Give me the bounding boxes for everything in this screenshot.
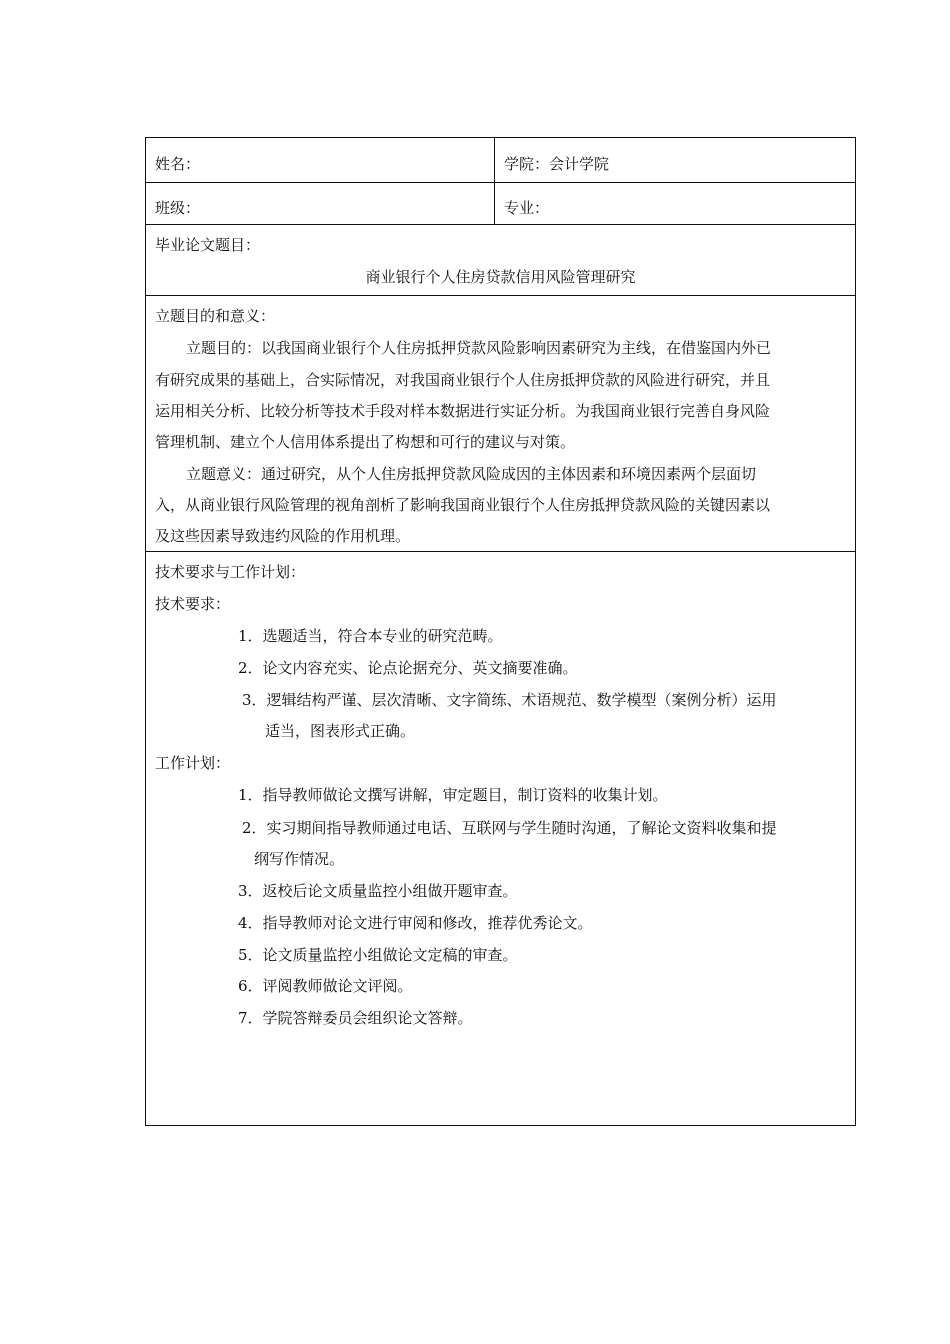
work-item: 1．指导教师做论文撰写讲解，审定题目，制订资料的收集计划。 — [238, 786, 668, 804]
thesis-title-label: 毕业论文题目： — [155, 236, 261, 254]
class-label: 班级： — [155, 199, 201, 217]
work-item: 6．评阅教师做论文评阅。 — [238, 977, 413, 995]
row-thesis-title — [146, 225, 855, 296]
work-item: 3．返校后论文质量监控小组做开题审查。 — [238, 882, 518, 900]
purpose-line: 有研究成果的基础上，合实际情况，对我国商业银行个人住房抵押贷款的风险进行研究，并且 — [155, 371, 771, 389]
tech-item-continuation: 适当，图表形式正确。 — [265, 722, 416, 740]
major-cell — [495, 183, 855, 224]
tech-item: 1．选题适当，符合本专业的研究范畴。 — [238, 627, 503, 645]
tech-item: 3．逻辑结构严谨、层次清晰、文字简练、术语规范、数学模型（案例分析）运用 — [242, 691, 777, 709]
work-item: 4．指导教师对论文进行审阅和修改，推荐优秀论文。 — [238, 914, 593, 932]
purpose-line: 运用相关分析、比较分析等技术手段对样本数据进行实证分析。为我国商业银行完善自身风险 — [155, 402, 771, 420]
row-class-major — [146, 183, 855, 225]
name-cell — [146, 138, 495, 182]
row-name-college — [146, 138, 855, 183]
work-item: 7．学院答辩委员会组织论文答辩。 — [238, 1009, 473, 1027]
row-tech-plan — [146, 552, 855, 1126]
row-purpose-significance — [146, 296, 855, 552]
thesis-title: 商业银行个人住房贷款信用风险管理研究 — [365, 268, 636, 286]
purpose-line: 立题目的：以我国商业银行个人住房抵押贷款风险影响因素研究为主线，在借鉴国内外已 — [186, 339, 772, 357]
name-label: 姓名： — [155, 155, 201, 173]
work-item: 2．实习期间指导教师通过电话、互联网与学生随时沟通，了解论文资料收集和提 — [242, 819, 777, 837]
work-heading: 工作计划： — [155, 754, 231, 772]
purpose-line: 管理机制、建立个人信用体系提出了构想和可行的建议与对策。 — [155, 433, 576, 451]
significance-line: 入，从商业银行风险管理的视角剖析了影响我国商业银行个人住房抵押贷款风险的关键因素以 — [155, 496, 771, 514]
plan-heading: 技术要求与工作计划： — [155, 563, 306, 581]
purpose-heading: 立题目的和意义： — [155, 307, 276, 325]
college-label: 学院：会计学院 — [504, 155, 610, 173]
tech-item: 2．论文内容充实、论点论据充分、英文摘要准确。 — [238, 659, 578, 677]
significance-line: 及这些因素导致违约风险的作用机理。 — [155, 527, 411, 545]
work-item: 5．论文质量监控小组做论文定稿的审查。 — [238, 946, 518, 964]
thesis-proposal-form — [145, 137, 856, 1126]
major-label: 专业： — [504, 199, 550, 217]
college-cell — [495, 138, 855, 182]
significance-line: 立题意义：通过研究，从个人住房抵押贷款风险成因的主体因素和环境因素两个层面切 — [186, 465, 757, 483]
work-item-continuation: 纲写作情况。 — [254, 850, 345, 868]
class-cell — [146, 183, 495, 224]
tech-heading: 技术要求： — [155, 595, 231, 613]
